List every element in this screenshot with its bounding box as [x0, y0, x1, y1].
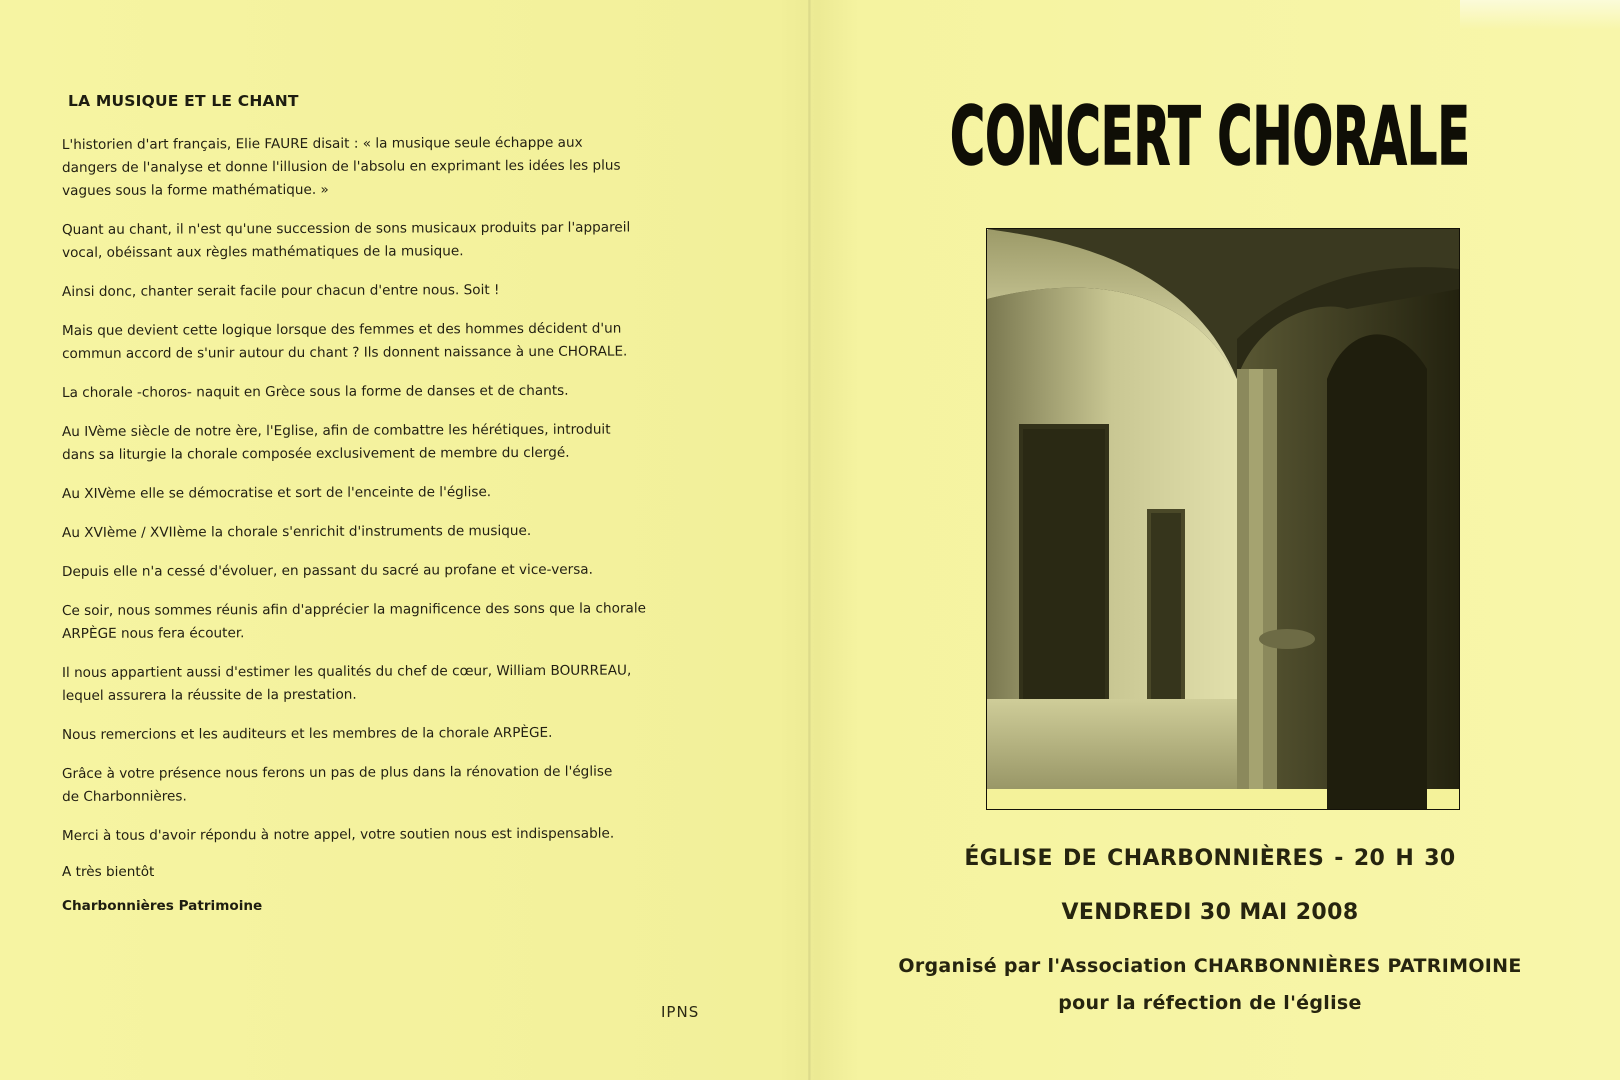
concert-title-graphic	[940, 72, 1480, 192]
paragraph-line: Grâce à votre présence nous ferons un pas de plus dans la rénovation de l'église	[61, 763, 613, 783]
venue-line: ÉGLISE DE CHARBONNIÈRES - 20 H 30	[964, 846, 1456, 871]
body-paragraph	[62, 278, 782, 304]
paragraph-list	[62, 134, 782, 848]
purpose-line: pour la réfection de l'église	[1058, 992, 1362, 1014]
body-paragraph	[62, 822, 782, 848]
body-paragraph	[62, 721, 782, 747]
paragraph-line: commun accord de s'unir autour du chant ? Ils donnent naissance à une CHORALE.	[62, 343, 628, 362]
body-paragraph	[62, 317, 782, 366]
paragraph-line: vocal, obéissant aux règles mathématiques de la musique.	[62, 243, 464, 261]
paragraph-line: Quant au chant, il n'est qu'une succession de sons musicaux produits par l'appareil	[61, 219, 631, 239]
paragraph-line: dangers de l'analyse et donne l'illusion de l'absolu en exprimant les idées les plus	[61, 157, 621, 176]
section-heading: LA MUSIQUE ET LE CHANT	[68, 92, 299, 110]
church-interior-image	[987, 229, 1459, 809]
paragraph-line: Au IVème siècle de notre ère, l'Eglise, afin de combattre les hérétiques, introduit	[61, 421, 611, 441]
paragraph-line: Il nous appartient aussi d'estimer les qualités du chef de cœur, William BOURREAU,	[61, 662, 632, 682]
body-paragraph	[62, 379, 782, 405]
organizer-line: Organisé par l'Association CHARBONNIÈRES PATRIMOINE	[898, 955, 1522, 977]
paragraph-line: ARPÈGE nous fera écouter.	[62, 625, 245, 642]
body-paragraph	[62, 216, 782, 265]
paragraph-line: Mais que devient cette logique lorsque des femmes et des hommes décident d'un	[61, 320, 622, 340]
body-paragraph	[62, 659, 782, 708]
paragraph-line: Ce soir, nous sommes réunis afin d'apprécier la magnificence des sons que la chorale	[61, 600, 647, 619]
paragraph-line: lequel assurera la réussite de la prestation.	[62, 686, 357, 704]
date-line: VENDREDI 30 MAI 2008	[1061, 900, 1359, 925]
concert-title	[940, 72, 1480, 192]
paragraph-line: La chorale -choros- naquit en Grèce sous la forme de danses et de chants.	[61, 382, 569, 401]
paragraph-line: Depuis elle n'a cessé d'évoluer, en passant du sacré au profane et vice-versa.	[61, 561, 593, 580]
body-paragraph	[62, 760, 782, 809]
body-paragraph	[62, 519, 782, 545]
body-paragraph	[62, 131, 782, 203]
page-fold	[808, 0, 811, 1080]
paragraph-line: de Charbonnières.	[62, 788, 187, 805]
paragraph-line: Nous remercions et les auditeurs et les membres de la chorale ARPÈGE.	[61, 724, 553, 743]
paragraph-line: Au XVIème / XVIIème la chorale s'enrichit d'instruments de musique.	[61, 522, 532, 541]
paragraph-line: Au XIVème elle se démocratise et sort de l'enceinte de l'église.	[61, 484, 492, 502]
paragraph-line: Ainsi donc, chanter serait facile pour chacun d'entre nous. Soit !	[61, 282, 500, 300]
left-page	[62, 92, 782, 914]
body-paragraph	[62, 558, 782, 584]
paragraph-line: L'historien d'art français, Elie FAURE disait : « la musique seule échappe aux	[61, 134, 583, 154]
footer-ipns: IPNS	[661, 1003, 700, 1021]
signature: Charbonnières Patrimoine	[62, 898, 263, 914]
paragraph-line: dans sa liturgie la chorale composée exclusivement de membre du clergé.	[62, 444, 570, 463]
body-paragraph	[62, 480, 782, 506]
paragraph-line: Merci à tous d'avoir répondu à notre appel, votre soutien nous est indispensable.	[61, 825, 615, 844]
body-paragraph	[62, 418, 782, 467]
closing-line: A très bientôt	[62, 864, 155, 880]
page-corner-highlight	[1460, 0, 1620, 30]
church-interior-photo	[986, 228, 1460, 810]
body-paragraph	[62, 597, 782, 646]
paragraph-line: vagues sous la forme mathématique. »	[62, 181, 329, 199]
concert-title-text: CONCERT CHORALE	[950, 90, 1470, 183]
